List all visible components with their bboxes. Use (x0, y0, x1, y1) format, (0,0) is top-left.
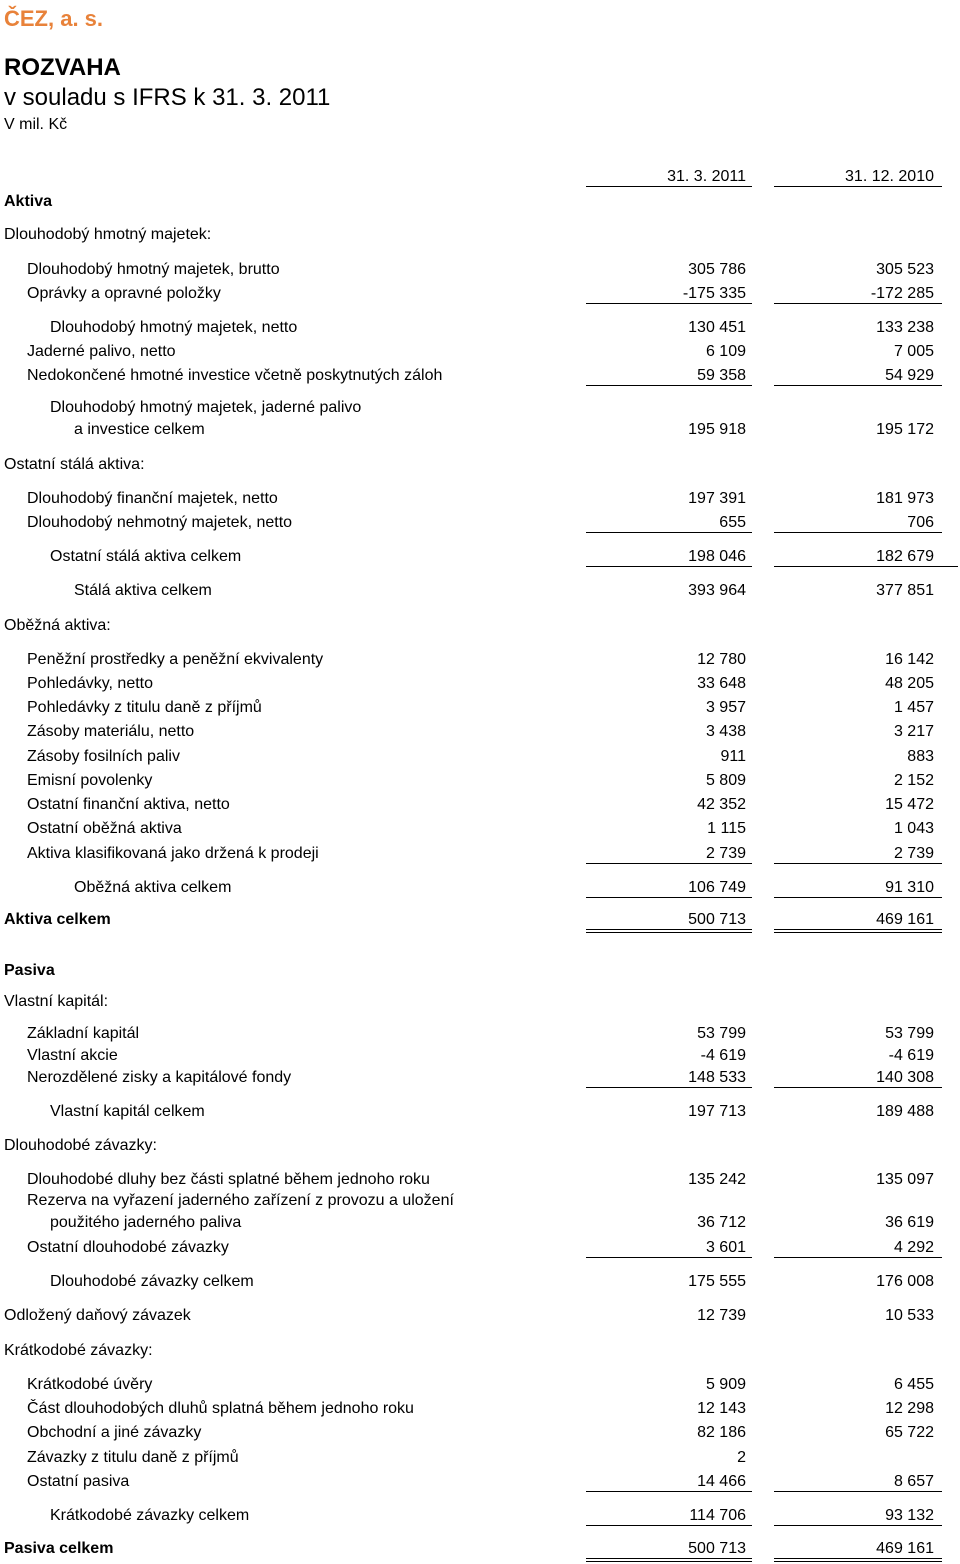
row-value-2011: 12 780 (697, 651, 746, 668)
row-value-2010: 36 619 (885, 1214, 934, 1231)
row-label: Pohledávky, netto (27, 675, 154, 692)
row-label: Oběžná aktiva celkem (74, 879, 232, 896)
header-underline (586, 186, 752, 187)
row-value-2010: 10 533 (885, 1307, 934, 1324)
row-value-2010: 7 005 (893, 343, 934, 360)
row-value-2011: 148 533 (688, 1069, 746, 1086)
row-value-2011: 6 109 (705, 343, 746, 360)
row-label: Emisní povolenky (27, 772, 153, 789)
row-value-2011: 198 046 (688, 548, 746, 565)
row-label: Jaderné palivo, netto (27, 343, 176, 360)
row-value-2010: 133 238 (876, 319, 934, 336)
row-label: Dlouhodobý finanční majetek, netto (27, 490, 278, 507)
page-title: ROZVAHA (4, 54, 121, 81)
row-value-2010: 140 308 (876, 1069, 934, 1086)
total-line (774, 929, 942, 930)
total-line (586, 1558, 752, 1559)
row-label: Krátkodobé úvěry (27, 1376, 153, 1393)
row-label: Rezerva na vyřazení jaderného zařízení z provozu a uložení (27, 1192, 454, 1209)
row-value-2011: 135 242 (688, 1171, 746, 1188)
row-value-2010: 93 132 (885, 1507, 934, 1524)
section-heading-aktiva: Aktiva (4, 193, 53, 210)
row-value-2010: 195 172 (876, 421, 934, 438)
row-value-2011: 500 713 (688, 1540, 746, 1557)
column-header-2010: 31. 12. 2010 (845, 168, 934, 185)
row-value-2011: 3 438 (705, 723, 746, 740)
row-label: Nedokončené hmotné investice včetně poskytnutých záloh (27, 367, 443, 384)
row-value-2010: 181 973 (876, 490, 934, 507)
row-value-2010: 2 739 (893, 845, 934, 862)
row-value-2011: 305 786 (688, 261, 746, 278)
row-label: Ostatní finanční aktiva, netto (27, 796, 230, 813)
row-value-2011: 36 712 (697, 1214, 746, 1231)
row-value-2011: -175 335 (682, 285, 746, 302)
row-value-2010: 2 152 (893, 772, 934, 789)
subtotal-line (774, 897, 942, 898)
total-double-line (774, 1561, 942, 1562)
subtotal-line (586, 1257, 752, 1258)
row-value-2010: 53 799 (885, 1025, 934, 1042)
row-label-continued: použitého jaderného paliva (50, 1214, 242, 1231)
row-label: Krátkodobé závazky celkem (50, 1507, 250, 1524)
row-value-2011: 5 909 (705, 1376, 746, 1393)
row-value-2011: 12 739 (697, 1307, 746, 1324)
page-subtitle: v souladu s IFRS k 31. 3. 2011 (4, 84, 331, 111)
subtotal-line (774, 566, 958, 567)
group-heading: Vlastní kapitál: (4, 993, 109, 1010)
subtotal-line (774, 1491, 942, 1492)
row-label: Ostatní stálá aktiva celkem (50, 548, 242, 565)
row-value-2010: 3 217 (893, 723, 934, 740)
subtotal-line (586, 1491, 752, 1492)
header-underline (774, 186, 942, 187)
subtotal-line (586, 897, 752, 898)
row-value-2010: -172 285 (870, 285, 934, 302)
subtotal-line (586, 1525, 752, 1526)
row-value-2010: 305 523 (876, 261, 934, 278)
row-value-2011: 2 (737, 1449, 746, 1466)
row-label: Odložený daňový závazek (4, 1307, 191, 1324)
column-header-2011: 31. 3. 2011 (667, 168, 746, 185)
total-double-line (586, 1561, 752, 1562)
row-label: Zásoby materiálu, netto (27, 723, 195, 740)
row-value-2011: 114 706 (689, 1507, 746, 1524)
row-value-2010: 91 310 (885, 879, 934, 896)
subtotal-line (774, 1087, 942, 1088)
subtotal-line (774, 385, 942, 386)
row-value-2010: 469 161 (876, 1540, 934, 1557)
row-label: Dlouhodobé dluhy bez části splatné během jednoho roku (27, 1171, 430, 1188)
row-label: Dlouhodobé závazky celkem (50, 1273, 254, 1290)
row-value-2010: 706 (907, 514, 934, 531)
row-value-2011: 2 739 (705, 845, 746, 862)
total-double-line (774, 932, 942, 933)
row-label: Stálá aktiva celkem (74, 582, 212, 599)
row-value-2010: 377 851 (876, 582, 934, 599)
row-value-2010: 16 142 (885, 651, 934, 668)
subtotal-line (586, 1087, 752, 1088)
row-label: Vlastní akcie (27, 1047, 118, 1064)
company-name: ČEZ, a. s. (4, 6, 104, 31)
row-value-2011: 500 713 (688, 911, 746, 928)
row-value-2010: 182 679 (876, 548, 934, 565)
row-value-2010: 189 488 (876, 1103, 934, 1120)
unit-label: V mil. Kč (4, 116, 68, 133)
row-value-2011: 12 143 (697, 1400, 746, 1417)
row-value-2011: 175 555 (688, 1273, 746, 1290)
row-label: Oprávky a opravné položky (27, 285, 221, 302)
row-label: Základní kapitál (27, 1025, 140, 1042)
row-label: Vlastní kapitál celkem (50, 1103, 205, 1120)
row-value-2011: 53 799 (697, 1025, 746, 1042)
row-value-2011: 106 749 (688, 879, 746, 896)
row-label: Závazky z titulu daně z příjmů (27, 1449, 239, 1466)
section-heading-pasiva: Pasiva (4, 962, 55, 979)
subtotal-line (586, 532, 752, 533)
row-label: Dlouhodobý hmotný majetek, netto (50, 319, 298, 336)
subtotal-line (586, 385, 752, 386)
subtotal-line (774, 1525, 942, 1526)
row-value-2011: 14 466 (697, 1473, 746, 1490)
group-heading: Oběžná aktiva: (4, 617, 111, 634)
row-value-2011: 42 352 (697, 796, 746, 813)
row-label: Obchodní a jiné závazky (27, 1424, 202, 1441)
row-value-2011: 393 964 (688, 582, 746, 599)
row-value-2010: 1 043 (893, 820, 934, 837)
row-value-2010: 1 457 (893, 699, 934, 716)
row-label: Část dlouhodobých dluhů splatná během jednoho roku (27, 1400, 414, 1417)
row-value-2011: 911 (720, 748, 746, 765)
row-value-2011: 3 601 (705, 1239, 746, 1256)
row-label: Zásoby fosilních paliv (27, 748, 180, 765)
row-label: Dlouhodobý hmotný majetek, brutto (27, 261, 280, 278)
row-value-2010: -4 619 (888, 1047, 934, 1064)
subtotal-line (774, 863, 942, 864)
row-label: Ostatní oběžná aktiva (27, 820, 182, 837)
row-value-2010: 469 161 (876, 911, 934, 928)
row-value-2011: 3 957 (705, 699, 746, 716)
row-label: Nerozdělené zisky a kapitálové fondy (27, 1069, 292, 1086)
total-line (586, 929, 752, 930)
row-value-2011: 82 186 (697, 1424, 746, 1441)
row-value-2011: 130 451 (688, 319, 746, 336)
row-value-2010: 12 298 (885, 1400, 934, 1417)
row-value-2010: 8 657 (893, 1473, 934, 1490)
row-value-2011: -4 619 (700, 1047, 746, 1064)
subtotal-line (774, 532, 942, 533)
row-value-2010: 54 929 (885, 367, 934, 384)
row-value-2011: 1 115 (707, 820, 746, 837)
row-value-2011: 195 918 (688, 421, 746, 438)
group-heading: Dlouhodobý hmotný majetek: (4, 226, 212, 243)
row-label: Aktiva klasifikovaná jako držená k prodeji (27, 845, 319, 862)
total-double-line (586, 932, 752, 933)
row-label: Dlouhodobý nehmotný majetek, netto (27, 514, 293, 531)
row-value-2010: 15 472 (885, 796, 934, 813)
row-label: Ostatní pasiva (27, 1473, 130, 1490)
row-value-2010: 883 (907, 748, 934, 765)
row-value-2011: 5 809 (705, 772, 746, 789)
row-value-2011: 197 713 (688, 1103, 746, 1120)
row-value-2010: 176 008 (876, 1273, 934, 1290)
row-value-2010: 135 097 (876, 1171, 934, 1188)
group-heading: Dlouhodobé závazky: (4, 1137, 157, 1154)
row-value-2010: 65 722 (885, 1424, 934, 1441)
row-label: Aktiva celkem (4, 911, 111, 928)
row-value-2010: 4 292 (893, 1239, 934, 1256)
row-label-continued: a investice celkem (74, 421, 205, 438)
row-value-2011: 655 (719, 514, 746, 531)
subtotal-line (586, 303, 752, 304)
row-label: Ostatní dlouhodobé závazky (27, 1239, 229, 1256)
row-label: Dlouhodobý hmotný majetek, jaderné palivo (50, 399, 362, 416)
subtotal-line (774, 1257, 942, 1258)
row-value-2010: 6 455 (893, 1376, 934, 1393)
group-heading: Krátkodobé závazky: (4, 1342, 153, 1359)
group-heading: Ostatní stálá aktiva: (4, 456, 145, 473)
row-value-2011: 197 391 (688, 490, 746, 507)
subtotal-line (586, 566, 752, 567)
total-line (774, 1558, 942, 1559)
row-label: Pohledávky z titulu daně z příjmů (27, 699, 262, 716)
row-value-2011: 59 358 (697, 367, 746, 384)
subtotal-line (774, 303, 942, 304)
subtotal-line (586, 863, 752, 864)
row-value-2011: 33 648 (697, 675, 746, 692)
row-label: Peněžní prostředky a peněžní ekvivalenty (27, 651, 324, 668)
row-label: Pasiva celkem (4, 1540, 114, 1557)
row-value-2010: 48 205 (885, 675, 934, 692)
